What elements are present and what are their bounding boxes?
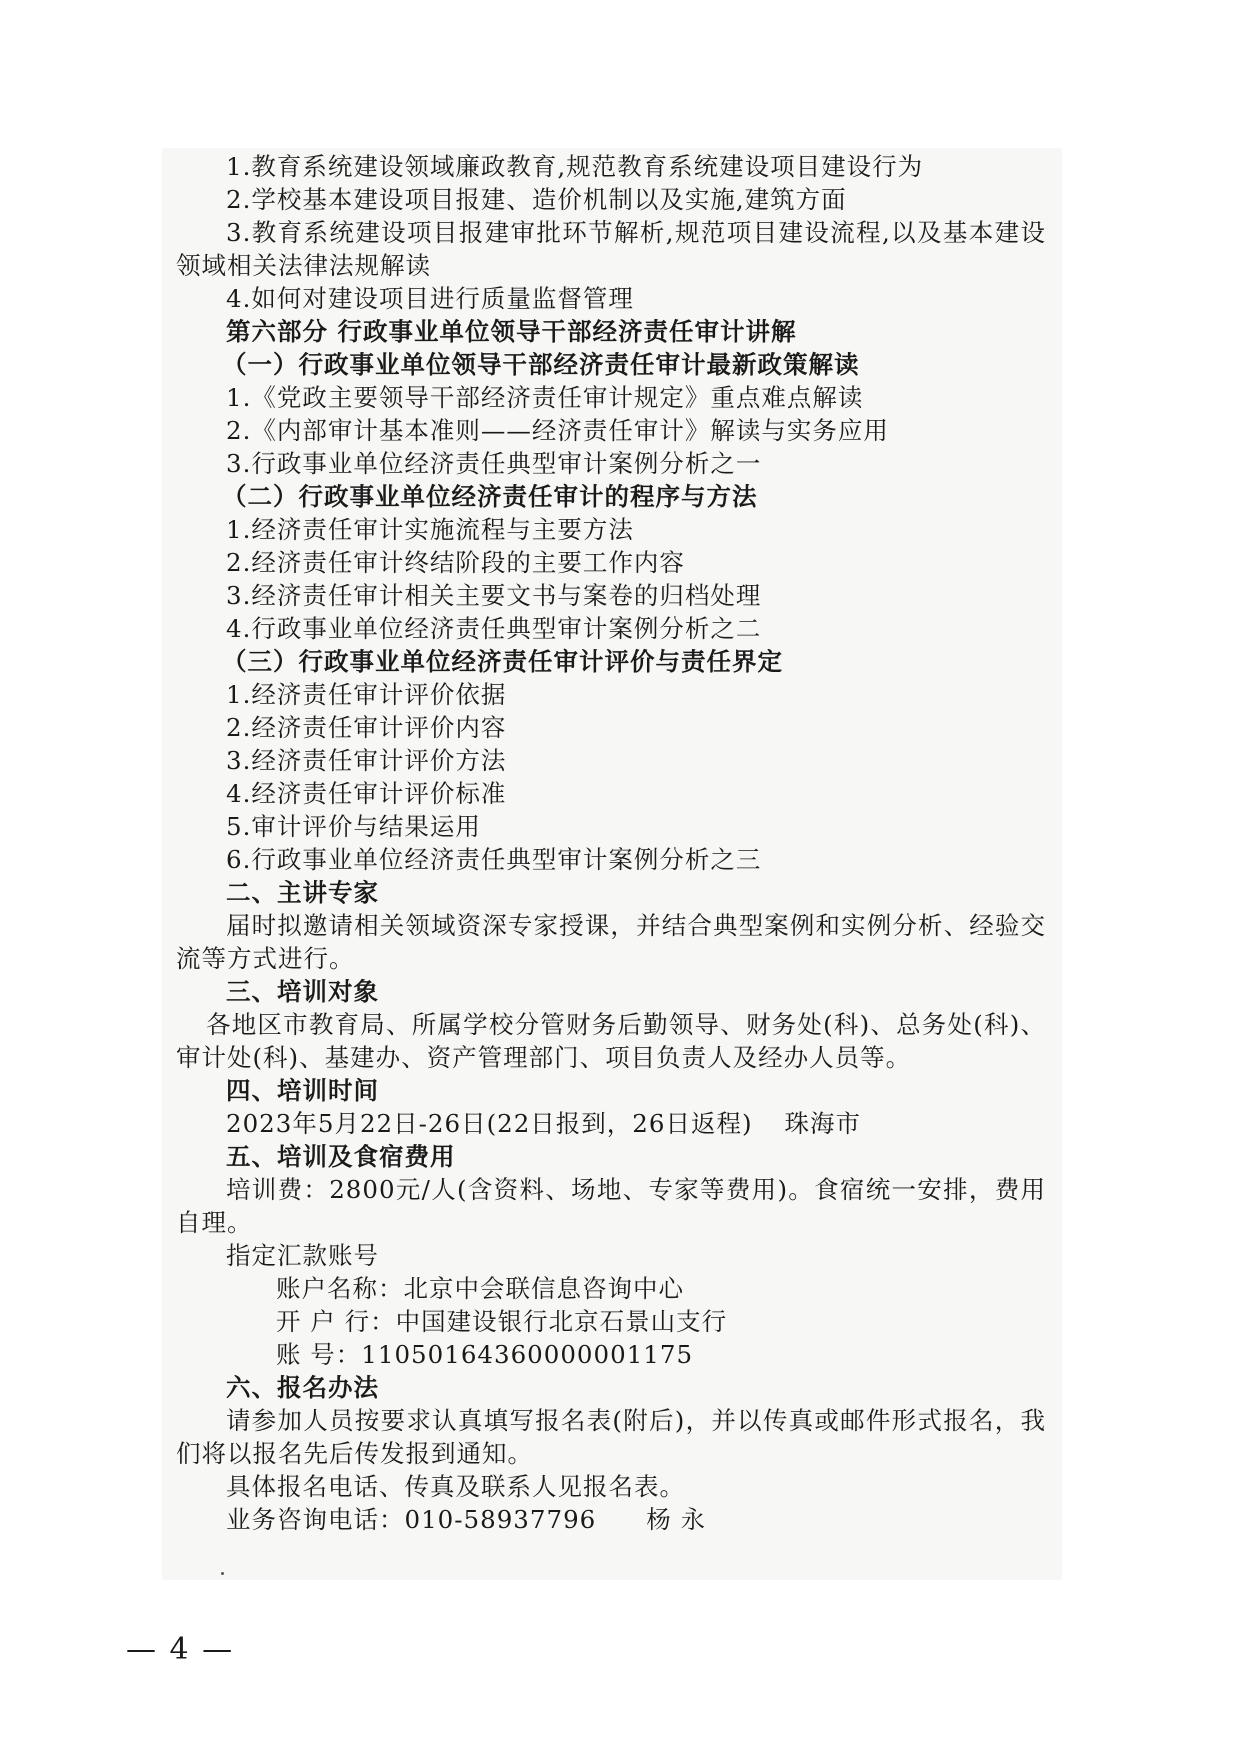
registration-heading: 六、报名办法 — [226, 1373, 379, 1402]
account-name-value: 北京中会联信息咨询中心 — [403, 1274, 684, 1303]
fees-text: 培训费：2800元/人(含资料、场地、专家等费用)。食宿统一安排，费用自理。 — [176, 1175, 1046, 1237]
section-heading: （一）行政事业单位领导干部经济责任审计最新政策解读 — [222, 350, 860, 379]
list-item: 2.经济责任审计终结阶段的主要工作内容 — [226, 548, 685, 577]
list-item: 2.学校基本建设项目报建、造价机制以及实施,建筑方面 — [226, 185, 847, 214]
scan-mark — [221, 1572, 224, 1575]
list-item: 5.审计评价与结果运用 — [226, 812, 481, 841]
list-item: 1.《党政主要领导干部经济责任审计规定》重点难点解读 — [226, 383, 864, 412]
audience-heading: 三、培训对象 — [226, 977, 379, 1006]
section-heading: （二）行政事业单位经济责任审计的程序与方法 — [222, 482, 758, 511]
document-body — [176, 150, 1046, 1536]
account-number-row — [176, 1338, 1046, 1371]
experts-text: 届时拟邀请相关领域资深专家授课，并结合典型案例和实例分析、经验交流等方式进行。 — [176, 911, 1046, 973]
section-heading: （三）行政事业单位经济责任审计评价与责任界定 — [222, 647, 783, 676]
list-item: 2.《内部审计基本准则——经济责任审计》解读与实务应用 — [226, 416, 889, 445]
account-name-label: 账户名称： — [276, 1274, 404, 1303]
account-number-value: 11050164360000001175 — [361, 1340, 694, 1369]
list-item: 3.经济责任审计评价方法 — [226, 746, 507, 775]
account-bank-value: 中国建设银行北京石景山支行 — [395, 1307, 728, 1336]
list-item: 3.教育系统建设项目报建审批环节解析,规范项目建设流程,以及基本建设领域相关法律法规解读 — [176, 218, 1046, 280]
page-number: — 4 — — [126, 1632, 235, 1667]
audience-text: 各地区市教育局、所属学校分管财务后勤领导、财务处(科)、总务处(科)、审计处(科)、基建办、资产管理部门、项目负责人及经办人员等。 — [176, 1010, 1046, 1072]
list-item: 3.经济责任审计相关主要文书与案卷的归档处理 — [226, 581, 762, 610]
list-item: 6.行政事业单位经济责任典型审计案例分析之三 — [226, 845, 762, 874]
registration-contact-note: 具体报名电话、传真及联系人见报名表。 — [226, 1472, 685, 1501]
account-name-row — [176, 1272, 1046, 1305]
account-bank-label: 开 户 行： — [276, 1307, 396, 1336]
list-item: 3.行政事业单位经济责任典型审计案例分析之一 — [226, 449, 762, 478]
consult-phone-value: 010-58937796 — [404, 1505, 597, 1534]
fees-heading: 五、培训及食宿费用 — [226, 1142, 456, 1171]
registration-text: 请参加人员按要求认真填写报名表(附后)，并以传真或邮件形式报名，我们将以报名先后传发报到通知。 — [176, 1406, 1046, 1468]
experts-heading: 二、主讲专家 — [226, 878, 379, 907]
part-six-title: 第六部分 行政事业单位领导干部经济责任审计讲解 — [226, 317, 797, 346]
list-item: 4.如何对建设项目进行质量监督管理 — [226, 284, 634, 313]
training-place: 珠海市 — [784, 1109, 862, 1138]
list-item: 4.经济责任审计评价标准 — [226, 779, 507, 808]
list-item: 1.教育系统建设领域廉政教育,规范教育系统建设项目建设行为 — [226, 152, 924, 181]
account-bank-row — [176, 1305, 1046, 1338]
list-item: 2.经济责任审计评价内容 — [226, 713, 507, 742]
contact-name: 杨 永 — [646, 1505, 707, 1534]
list-item: 1.经济责任审计实施流程与主要方法 — [226, 515, 634, 544]
training-dates: 2023年5月22日-26日(22日报到，26日返程) — [226, 1109, 753, 1138]
account-title: 指定汇款账号 — [226, 1241, 379, 1270]
consult-phone-label: 业务咨询电话： — [226, 1505, 405, 1534]
account-number-label: 账 号： — [276, 1340, 362, 1369]
consult-phone-row — [176, 1503, 1046, 1536]
time-heading: 四、培训时间 — [226, 1076, 379, 1105]
list-item: 1.经济责任审计评价依据 — [226, 680, 507, 709]
training-time — [176, 1107, 1046, 1140]
list-item: 4.行政事业单位经济责任典型审计案例分析之二 — [226, 614, 762, 643]
